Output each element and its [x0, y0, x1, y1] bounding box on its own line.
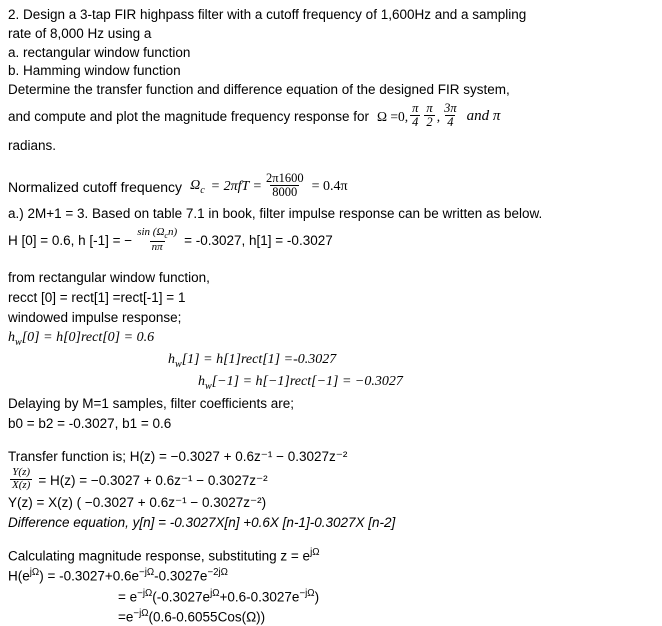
problem-line-5: radians.: [8, 138, 57, 154]
hw1-rest: [1] = h[1]rect[1] =-0.3027: [181, 351, 337, 367]
sin-numerator: $\sin (\Omega_cn)$: [137, 226, 178, 241]
rect-window-definition: recct [0] = rect[1] =rect[-1] = 1: [8, 290, 186, 306]
mag3-exp: −jΩ: [133, 608, 149, 620]
magnitude-intro-line: [8, 547, 654, 565]
magnitude-line-2: [118, 588, 654, 606]
hwm1-rest: [−1] = h[−1]rect[−1] = −0.3027: [211, 373, 403, 389]
fraction-pi-over-4: $\frac{\pi}{4}$: [412, 101, 419, 130]
transfer-function-line: Transfer function is; H(z) = −0.3027 + 0.6z⁻¹ − 0.3027z⁻²: [8, 448, 348, 464]
hw0-symbol: h: [8, 329, 15, 345]
mag2-mid: (-0.3027e: [152, 589, 211, 605]
fraction-3pi-over-4: $\frac{3\pi}{4}$: [444, 101, 457, 130]
magnitude-intro-text: Calculating magnitude response, substituting z = e: [8, 548, 311, 564]
problem-line-4-text: and compute and plot the magnitude frequency response for: [8, 108, 369, 124]
hw1-symbol: h: [168, 351, 175, 367]
normalized-cutoff-result: = 0.4π: [311, 178, 348, 194]
problem-line-3: Determine the transfer function and difference equation of the designed FIR system,: [8, 82, 510, 98]
transfer-ratio-rest: = H(z) = −0.3027 + 0.6z⁻¹ − 0.3027z⁻²: [38, 472, 268, 488]
fraction-yz-over-xz: $\frac{Y(z)}{X(z)}$: [12, 466, 31, 491]
omega-values-label: Ω =0,: [377, 108, 409, 124]
difference-equation-line: Difference equation, y[n] = -0.3027X[n] +0.6X [n-1]-0.3027X [n-2]: [8, 515, 396, 531]
windowed-response-label: windowed impulse response;: [8, 309, 182, 325]
problem-line-4: [8, 103, 500, 130]
hw0-subscript: w: [15, 336, 22, 348]
transfer-ratio-line: [8, 468, 268, 492]
hw1-equation: [168, 351, 654, 371]
problem-option-a: a. rectangular window function: [8, 44, 191, 60]
fraction-pi-over-2: $\frac{\pi}{2}$: [426, 101, 433, 130]
hwm1-symbol: h: [198, 373, 205, 389]
omega-subscript: c: [200, 184, 205, 196]
omega-c-symbol: [190, 177, 205, 197]
hw0-equation: [8, 329, 654, 349]
yz-equation-line: Y(z) = X(z) ( −0.3027 + 0.6z⁻¹ − 0.3027z⁻²): [8, 495, 267, 511]
mag2-end: ): [314, 589, 320, 605]
part-a-line: a.) 2M+1 = 3. Based on table 7.1 in book, filter impulse response can be written as below.: [8, 206, 543, 222]
magnitude-line-1: [8, 567, 654, 585]
fraction-2pi1600-over-8000: $\frac{2\pi 1600}{8000}$: [266, 171, 304, 200]
mag3-rest: (0.6-0.6055Cos(Ω)): [148, 609, 266, 625]
mag1-mid: ) = -0.3027+0.6e: [39, 568, 140, 584]
mag1-prefix: H(e: [8, 568, 30, 584]
normalized-cutoff-label: Normalized cutoff frequency: [8, 178, 183, 195]
fraction-sin-over-npi: [135, 227, 179, 253]
mag2-prefix: = e: [118, 589, 138, 605]
problem-line-2: rate of 8,000 Hz using a: [8, 25, 152, 41]
omega-symbol: Ω: [190, 177, 201, 193]
mag1-exp2: −jΩ: [139, 567, 155, 579]
mag3-prefix: =e: [118, 609, 134, 625]
problem-line-1: 2. Design a 3-tap FIR highpass filter with a cutoff frequency of 1,600Hz and a sampling: [8, 7, 527, 22]
comma-separator: ,: [436, 108, 441, 124]
impulse-response-prefix: H [0] = 0.6, h [-1] = −: [8, 233, 133, 249]
coefficients-line: b0 = b2 = -0.3027, b1 = 0.6: [8, 415, 172, 431]
mag1-mid2: -0.3027e: [154, 568, 208, 584]
rect-window-intro: from rectangular window function,: [8, 270, 210, 286]
impulse-response-line: [8, 228, 333, 254]
npi-denominator: nπ: [151, 240, 163, 253]
mag2-exp2: jΩ: [210, 587, 220, 599]
hw0-rest: [0] = h[0]rect[0] = 0.6: [21, 329, 155, 345]
mag2-exp3: −jΩ: [299, 587, 315, 599]
problem-option-b: b. Hamming window function: [8, 63, 181, 79]
impulse-response-suffix: = -0.3027, h[1] = -0.3027: [184, 233, 333, 249]
hw1-subscript: w: [175, 358, 182, 370]
normalized-cutoff-line: [8, 173, 348, 200]
hw-minus1-equation: [198, 373, 654, 393]
normalized-cutoff-equation: = 2πfT =: [210, 178, 263, 194]
and-pi-text: and π: [466, 107, 501, 124]
delay-line: Delaying by M=1 samples, filter coefficients are;: [8, 395, 295, 411]
mag2-mid2: +0.6-0.3027e: [219, 589, 300, 605]
magnitude-intro-exponent: jΩ: [310, 547, 320, 559]
mag1-exp3: −2jΩ: [207, 567, 228, 579]
mag2-exp1: −jΩ: [137, 587, 153, 599]
hwm1-subscript: w: [205, 380, 212, 392]
mag1-exp1: jΩ: [29, 567, 40, 579]
magnitude-line-3: [118, 608, 654, 626]
